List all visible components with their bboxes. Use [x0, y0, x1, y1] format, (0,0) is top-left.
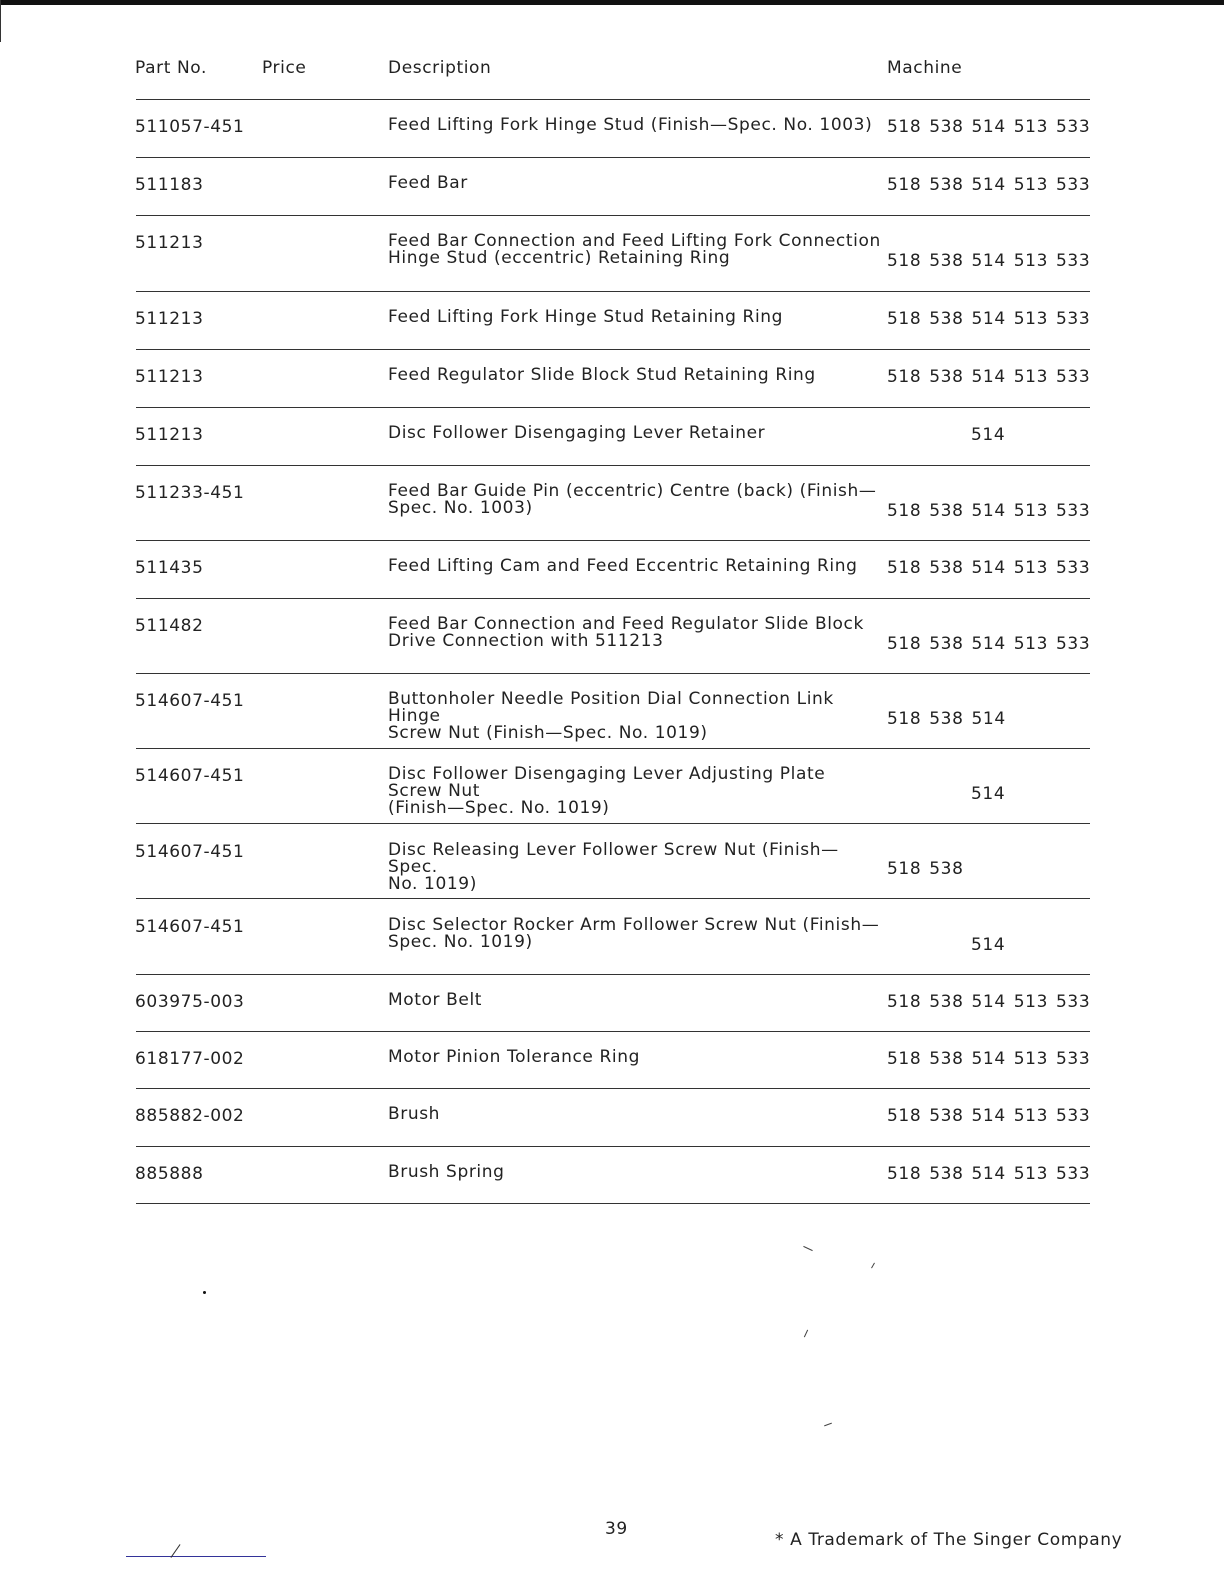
description-line: Disc Follower Disengaging Lever Retainer — [388, 423, 766, 443]
description — [388, 367, 883, 384]
part-number: 511213 — [135, 367, 204, 387]
description-line: Buttonholer Needle Position Dial Connection Link Hinge — [388, 689, 834, 726]
part-number: 511183 — [135, 175, 204, 195]
row-divider — [136, 540, 1090, 541]
description-line: Feed Lifting Fork Hinge Stud Retaining Ring — [388, 307, 784, 327]
description-line: Disc Follower Disengaging Lever Adjusting Plate Screw Nut — [388, 764, 826, 801]
description — [388, 917, 883, 951]
machine-models: 518 538 514 513 533 — [887, 634, 1091, 654]
description-line: Disc Selector Rocker Arm Follower Screw Nut (Finish— — [388, 915, 880, 935]
description-line: Drive Connection with 511213 — [388, 631, 664, 651]
machine-models: 518 538 514 513 533 — [887, 1106, 1091, 1126]
machine-models: 518 538 514 513 533 — [887, 1164, 1091, 1184]
description — [388, 616, 883, 650]
row-divider — [136, 215, 1090, 216]
description — [388, 1164, 883, 1181]
left-border-rule — [0, 0, 1, 42]
scan-speck — [871, 1263, 875, 1269]
description-line: (Finish—Spec. No. 1019) — [388, 798, 610, 818]
row-divider — [136, 823, 1090, 824]
part-number: 511482 — [135, 616, 204, 636]
description — [388, 766, 883, 817]
machine-models: 514 — [971, 425, 1006, 445]
description-line: Spec. No. 1003) — [388, 498, 533, 518]
row-divider — [136, 974, 1090, 975]
scan-speck — [803, 1246, 812, 1251]
row-divider — [136, 1146, 1090, 1147]
description-line: Hinge Stud (eccentric) Retaining Ring — [388, 248, 731, 268]
header-description: Description — [388, 58, 492, 78]
part-number: 618177-002 — [135, 1049, 245, 1069]
part-number: 511435 — [135, 558, 204, 578]
description — [388, 233, 883, 267]
description — [388, 483, 883, 517]
machine-models: 518 538 514 513 533 — [887, 501, 1091, 521]
description — [388, 1106, 883, 1123]
header-part-no: Part No. — [135, 58, 207, 78]
part-number: 514607-451 — [135, 917, 245, 937]
description-line: No. 1019) — [388, 874, 477, 894]
machine-models: 514 — [971, 935, 1006, 955]
machine-models: 518 538 514 513 533 — [887, 309, 1091, 329]
top-border-rule — [0, 0, 1224, 5]
description — [388, 558, 883, 575]
description-line: Feed Bar Guide Pin (eccentric) Centre (back) (Finish— — [388, 481, 877, 501]
machine-models: 518 538 514 513 533 — [887, 992, 1091, 1012]
part-number: 511213 — [135, 309, 204, 329]
description — [388, 309, 883, 326]
description-line: Motor Belt — [388, 990, 483, 1010]
part-number: 511213 — [135, 233, 204, 253]
machine-models: 518 538 514 — [887, 709, 1006, 729]
part-number: 514607-451 — [135, 842, 245, 862]
row-divider — [136, 748, 1090, 749]
description-line: Spec. No. 1019) — [388, 932, 533, 952]
part-number: 514607-451 — [135, 691, 245, 711]
description-line: Disc Releasing Lever Follower Screw Nut (Finish—Spec. — [388, 840, 839, 877]
part-number: 511213 — [135, 425, 204, 445]
description-line: Motor Pinion Tolerance Ring — [388, 1047, 640, 1067]
description — [388, 842, 883, 893]
part-number: 511233-451 — [135, 483, 245, 503]
part-number: 885882-002 — [135, 1106, 245, 1126]
row-divider — [136, 99, 1090, 100]
machine-models: 514 — [971, 784, 1006, 804]
description-line: Feed Lifting Cam and Feed Eccentric Retaining Ring — [388, 556, 858, 576]
page-number: 39 — [605, 1519, 628, 1539]
row-divider — [136, 407, 1090, 408]
description-line: Feed Bar Connection and Feed Lifting Fork Connection — [388, 231, 881, 251]
row-divider — [136, 1031, 1090, 1032]
row-divider — [136, 349, 1090, 350]
description-line: Screw Nut (Finish—Spec. No. 1019) — [388, 723, 708, 743]
description — [388, 175, 883, 192]
machine-models: 518 538 514 513 533 — [887, 1049, 1091, 1069]
description-line: Brush Spring — [388, 1162, 505, 1182]
part-number: 514607-451 — [135, 766, 245, 786]
scan-speck — [203, 1291, 206, 1294]
description-line: Feed Regulator Slide Block Stud Retaining Ring — [388, 365, 816, 385]
row-divider — [136, 1088, 1090, 1089]
trademark-note: * A Trademark of The Singer Company — [775, 1530, 1123, 1550]
part-number: 603975-003 — [135, 992, 245, 1012]
description — [388, 117, 883, 134]
table-header — [0, 58, 1224, 80]
row-divider — [136, 598, 1090, 599]
description — [388, 425, 883, 442]
machine-models: 518 538 514 513 533 — [887, 117, 1091, 137]
row-divider — [136, 673, 1090, 674]
machine-models: 518 538 514 513 533 — [887, 175, 1091, 195]
description-line: Feed Lifting Fork Hinge Stud (Finish—Spec. No. 1003) — [388, 115, 873, 135]
machine-models: 518 538 514 513 533 — [887, 251, 1091, 271]
description-line: Brush — [388, 1104, 441, 1124]
description-line: Feed Bar Connection and Feed Regulator Slide Block — [388, 614, 864, 634]
machine-models: 518 538 514 513 533 — [887, 558, 1091, 578]
header-machine: Machine — [887, 58, 963, 78]
scan-speck — [824, 1423, 832, 1427]
part-number: 511057-451 — [135, 117, 245, 137]
description-line: Feed Bar — [388, 173, 468, 193]
row-divider — [136, 898, 1090, 899]
row-divider — [136, 291, 1090, 292]
row-divider — [136, 465, 1090, 466]
scan-speck — [804, 1330, 808, 1338]
description — [388, 691, 883, 742]
row-divider — [136, 1203, 1090, 1204]
description — [388, 1049, 883, 1066]
footer-rule — [126, 1556, 266, 1557]
description — [388, 992, 883, 1009]
row-divider — [136, 157, 1090, 158]
part-number: 885888 — [135, 1164, 204, 1184]
header-price: Price — [262, 58, 307, 78]
machine-models: 518 538 514 513 533 — [887, 367, 1091, 387]
machine-models: 518 538 — [887, 859, 964, 879]
